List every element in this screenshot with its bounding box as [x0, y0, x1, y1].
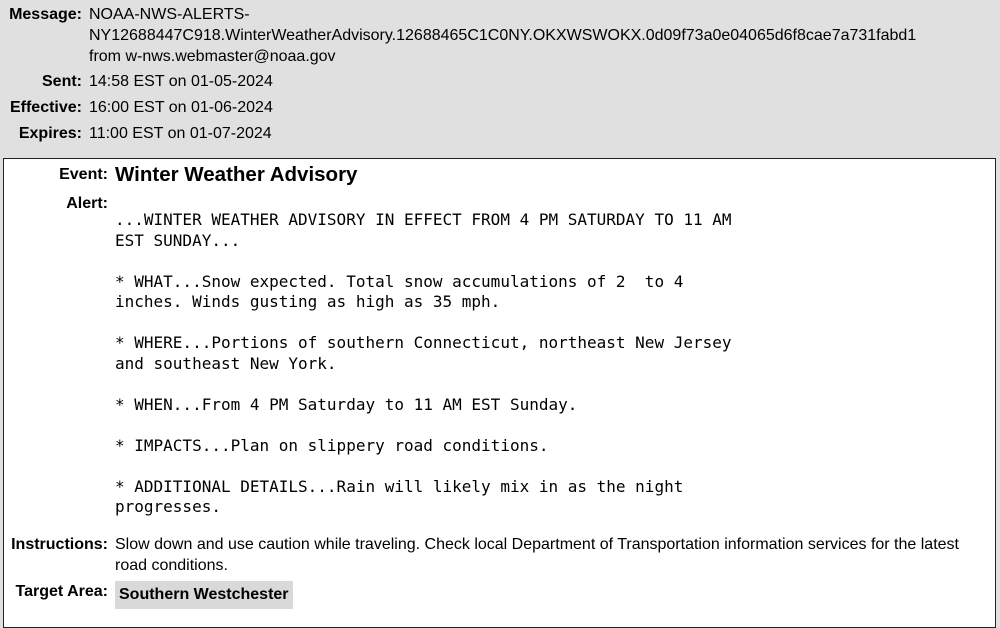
- event-label: Event:: [59, 166, 108, 183]
- event-row: [4, 163, 995, 187]
- target-area-row: [4, 581, 995, 609]
- sent-value: 14:58 EST on 01-05-2024: [89, 73, 273, 90]
- expires-row: [0, 123, 1000, 144]
- target-area-label: Target Area:: [15, 582, 108, 600]
- alert-label: Alert:: [66, 195, 108, 212]
- instructions-text: Slow down and use caution while traveling. Check local Department of Transportation information services for the latest road conditions.: [115, 535, 959, 574]
- effective-label: Effective:: [9, 99, 82, 116]
- message-id-line1: NOAA-NWS-ALERTS-: [89, 6, 250, 23]
- message-value: [89, 4, 1000, 67]
- alert-row: [4, 195, 995, 518]
- alert-text: ...WINTER WEATHER ADVISORY IN EFFECT FROM 4 PM SATURDAY TO 11 AM EST SUNDAY... * WHAT...Snow expected. Total snow accumulations of 2 to 4 inches. Winds gusting as high as 35 mph. * WHERE...Portions of southern Connecticut, northeast New Jersey and southeast New York. * WHEN...From 4 PM Saturday to 11 AM EST Sunday. * IMPACTS...Plan on slippery road conditions. * ADDITIONAL DETAILS...Rain will likely mix in as the night progresses.: [115, 210, 732, 516]
- message-id-line2: NY12688447C918.WinterWeatherAdvisory.12688465C1C0NY.OKXWSWOKX.0d09f73a0e04065d6f8cae7a731fabd1: [89, 27, 917, 44]
- expires-value: 11:00 EST on 01-07-2024: [89, 125, 272, 142]
- target-area-badge: Southern Westchester: [115, 581, 293, 609]
- expires-label: Expires:: [18, 125, 82, 142]
- instructions-row: [4, 534, 995, 576]
- effective-row: [0, 97, 1000, 118]
- sent-row: [0, 71, 1000, 92]
- effective-value: 16:00 EST on 01-06-2024: [89, 99, 273, 116]
- message-sender: from w-nws.webmaster@noaa.gov: [89, 48, 336, 65]
- instructions-label: Instructions:: [11, 535, 108, 553]
- event-title: Winter Weather Advisory: [115, 163, 358, 186]
- alert-header: [0, 0, 1000, 144]
- message-label: Message:: [9, 6, 82, 23]
- alert-details-panel: [3, 158, 996, 628]
- alert-body: [115, 195, 995, 518]
- sent-label: Sent:: [42, 73, 82, 90]
- message-row: [0, 4, 1000, 67]
